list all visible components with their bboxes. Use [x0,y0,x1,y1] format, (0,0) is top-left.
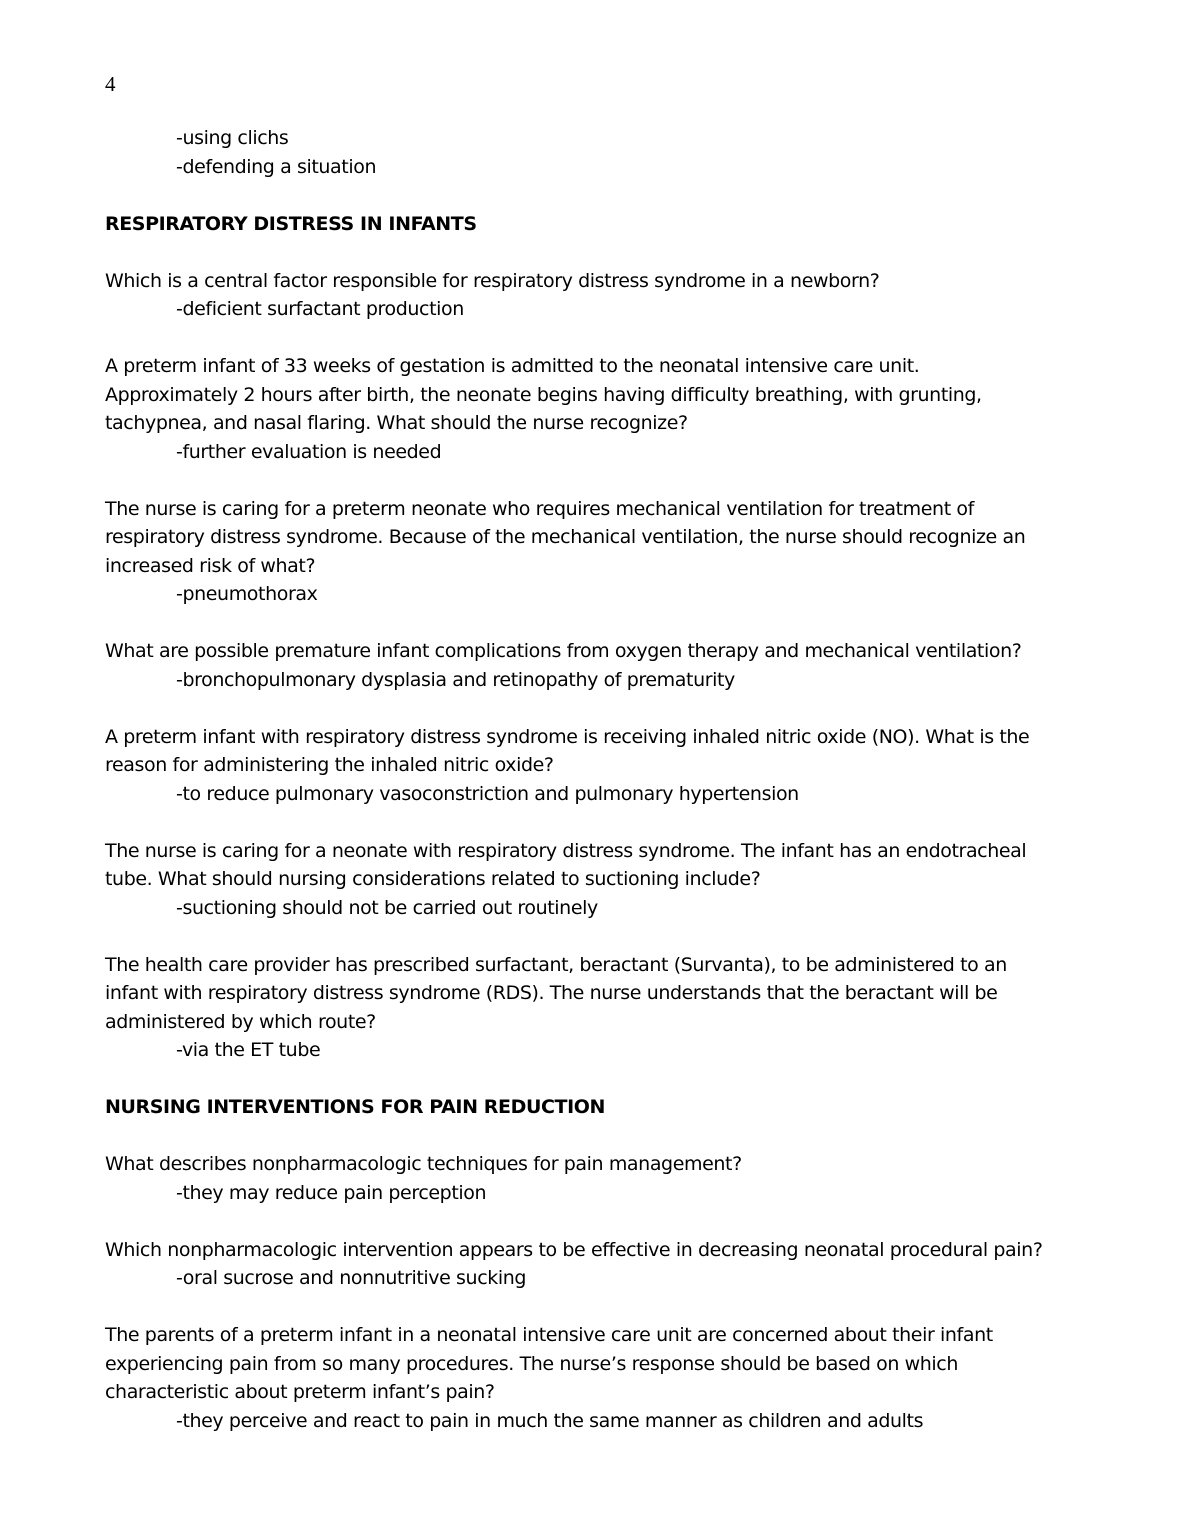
qa-item [105,637,1105,694]
question-line: Which nonpharmacologic intervention appears to be effective in decreasing neonatal procedural pain? [105,1238,1043,1261]
answer-line: -via the ET tube [176,1039,321,1061]
page-number: 4 [105,72,116,96]
qa-item [105,723,1105,809]
question-line: A preterm infant with respiratory distress syndrome is receiving inhaled nitric oxide (NO). What is the [105,725,1030,748]
answer-line: -they perceive and react to pain in much the same manner as children and adults [176,1409,924,1432]
qa-item [105,951,1105,1065]
question-line: The nurse is caring for a neonate with respiratory distress syndrome. The infant has an endotracheal [105,839,1027,862]
qa-item [105,1321,1105,1435]
question-line: increased risk of what? [105,554,316,577]
answer-line: -pneumothorax [176,583,318,605]
question-line: The parents of a preterm infant in a neonatal intensive care unit are concerned about their infant [105,1324,993,1346]
answer-line: -suctioning should not be carried out routinely [176,896,598,919]
question-line: respiratory distress syndrome. Because of the mechanical ventilation, the nurse should recognize an [105,526,1026,548]
answer-line: -further evaluation is needed [176,440,442,463]
question-line: administered by which route? [105,1010,376,1033]
qa-item [105,1150,1105,1207]
section-heading: NURSING INTERVENTIONS FOR PAIN REDUCTION [105,1096,606,1118]
answer-line: -bronchopulmonary dysplasia and retinopathy of prematurity [176,668,735,691]
qa-item [105,267,1105,324]
answer-line: -oral sucrose and nonnutritive sucking [176,1267,527,1289]
question-line: tube. What should nursing considerations related to suctioning include? [105,868,761,890]
answer-line: -deficient surfactant production [176,298,464,320]
question-line: experiencing pain from so many procedures. The nurse’s response should be based on which [105,1352,958,1375]
qa-item [105,352,1105,466]
question-line: The nurse is caring for a preterm neonate who requires mechanical ventilation for treatment of [105,497,974,520]
question-line: infant with respiratory distress syndrome (RDS). The nurse understands that the beractant will be [105,982,998,1004]
question-line: A preterm infant of 33 weeks of gestation is admitted to the neonatal intensive care unit. [105,355,920,377]
document-body [105,124,1105,1464]
answer-line: -using clichs [176,127,289,149]
sections [105,210,1105,1436]
question-line: Which is a central factor responsible for respiratory distress syndrome in a newborn? [105,269,880,292]
qa-item [105,1236,1105,1293]
answer-line: -they may reduce pain perception [176,1181,487,1204]
question-line: Approximately 2 hours after birth, the neonate begins having difficulty breathing, with grunting, [105,383,982,406]
question-line: What are possible premature infant complications from oxygen therapy and mechanical ventilation? [105,640,1022,662]
answer-line: -defending a situation [176,155,377,178]
question-line: characteristic about preterm infant’s pain? [105,1381,495,1403]
answer-line: -to reduce pulmonary vasoconstriction and pulmonary hypertension [176,782,799,805]
qa-item [105,495,1105,609]
qa-item [105,837,1105,923]
question-line: What describes nonpharmacologic techniques for pain management? [105,1153,742,1175]
section-heading: RESPIRATORY DISTRESS IN INFANTS [105,212,477,235]
question-line: reason for administering the inhaled nitric oxide? [105,754,554,776]
question-line: The health care provider has prescribed surfactant, beractant (Survanta), to be administered to an [105,953,1007,976]
question-line: tachypnea, and nasal flaring. What should the nurse recognize? [105,412,688,434]
